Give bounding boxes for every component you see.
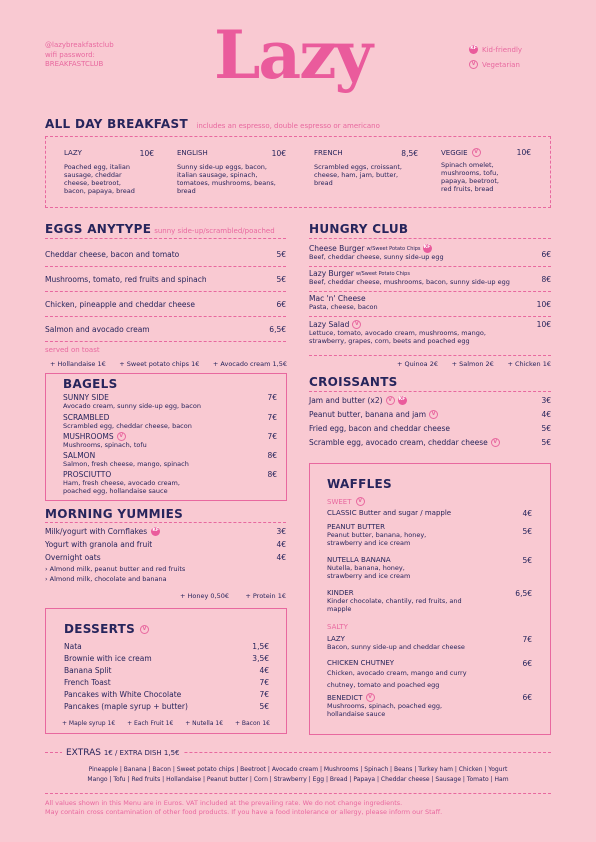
item-name: CLASSIC [327,509,357,517]
waffle-item [327,589,532,623]
footer [45,799,442,816]
item-suffix: w/Sweet Potato Chips [355,270,410,277]
item-desc: Kinder chocolate, chantily, red fruits, and mapple [327,597,462,613]
sweet-list [327,509,532,623]
desserts-title [64,622,149,636]
divider [45,522,286,523]
item-price: 8€ [267,470,277,479]
divider [309,391,551,392]
morning-item [45,551,286,564]
section-heading: EGGS ANYTYPE [45,222,152,236]
item-name: Milk/yogurt with Cornflakes [45,527,148,536]
kid-friendly-icon: KF [469,45,478,54]
item-price: 7€ [267,413,277,422]
item-name: SCRAMBLED [63,413,110,422]
extras-title [62,748,183,758]
item-name: Nata [64,642,82,651]
item-price: 6,5€ [515,589,532,598]
item-name: SUNNY SIDE [63,393,109,402]
salty-list [327,635,532,718]
item-price: 3,5€ [252,654,269,663]
extra-option: + Bacon 1€ [234,720,270,727]
extra-option: + Protein 1€ [245,592,286,600]
waffle-item [327,556,532,589]
item-price: 3€ [276,527,286,536]
waffle-item [327,509,532,523]
legend-vegetarian [469,57,522,72]
item-price: 10€ [271,149,286,158]
egg-row [45,300,286,309]
item-price: 10€ [536,300,551,309]
morning-title: MORNING YUMMIES [45,507,184,521]
item-price: 5€ [522,527,532,536]
item-name: Yogurt with granola and fruit [45,540,153,549]
vegetarian-icon: V [352,320,361,329]
section-note: sunny side-up/scrambled/poached [154,227,275,235]
item-name: Overnight oats [45,553,101,562]
item-price: 5€ [276,250,286,259]
item-desc: Mushrooms, spinach, poached egg, hollandaise sauce [327,702,443,718]
item-price: 7€ [259,690,269,699]
item-desc: Mushrooms, spinach, tofu [63,441,147,449]
item-desc: Salmon, fresh cheese, mango, spinach [63,460,189,468]
vegetarian-icon: V [366,693,375,702]
item-name: SALMON [63,451,96,460]
item-price: 5€ [541,437,551,447]
legend-label: Vegetarian [482,60,520,69]
item-name: Jam and butter (x2) [309,396,383,405]
item-name: Brownie with ice cream [64,654,152,663]
item-name: PEANUT BUTTER [327,523,385,531]
item-price: 6€ [541,250,551,259]
item-name: Cheddar cheese, bacon and tomato [45,250,180,259]
item-suffix: w/Sweet Potato Chips [366,245,421,252]
footer-line: All values shown in this Menu are in Euros. VAT included at the prevailing rate. We do not change ingredients. [45,799,403,807]
extras-line: Mango | Tofu | Red fruits | Hollandaise | Peanut butter | Corn | Strawberry | Egg | Bread | Papaya | Cheddar cheese | Sausage | Tomato | Ham [87,776,509,783]
item-price: 7€ [522,635,532,644]
vegetarian-icon: V [386,396,395,405]
item-name: BENEDICT [327,693,363,702]
all-day-item [64,149,154,195]
divider [309,266,551,267]
item-price: 3€ [541,396,551,405]
vegetarian-icon: V [356,497,365,506]
item-price: 7€ [267,393,277,402]
divider [45,316,286,317]
all-day-item [441,148,531,193]
morning-extras [180,592,286,600]
item-name: Banana Split [64,666,112,675]
eggs-title [45,222,275,236]
item-desc: Avocado cream, sunny side-up egg, bacon [63,402,201,410]
item-desc: Butter and sugar / mapple [358,509,452,517]
item-desc: Nutella, banana, honey, strawberry and ice cream [327,564,411,580]
item-name: Fried egg, bacon and cheddar cheese [309,423,451,433]
kid-friendly-icon: KF [398,396,407,405]
dessert-item [64,678,269,690]
all-day-title [45,117,380,131]
extra-option: + Hollandaise 1€ [50,360,106,368]
item-name: NUTELLA BANANA [327,556,391,564]
served-note: served on toast [45,346,100,354]
item-price: 8€ [541,275,551,284]
divider [309,291,551,292]
item-price: 10€ [536,320,551,329]
extra-option: + Sweet potato chips 1€ [119,360,200,368]
morning-item [45,538,286,551]
item-price: 6€ [522,693,532,702]
item-desc: Spinach omelet, mushrooms, tofu, papaya, beetroot, red fruits, bread [441,161,499,193]
item-name: Lazy Burger [309,269,354,278]
salty-label: SALTY [327,623,348,631]
item-name: Pancakes (maple syrup + butter) [64,702,188,711]
croissant-item [309,421,551,435]
section-heading: DESSERTS [64,622,136,636]
item-price: 1,5€ [252,642,269,651]
croissant-item [309,394,551,407]
extra-option: + Each Fruit 1€ [127,720,174,727]
dessert-item [64,690,269,702]
vegetarian-icon: V [491,438,500,447]
extra-option: + Chicken 1€ [507,360,551,368]
all-day-item [177,149,286,195]
item-desc: Bacon, sunny side-up and cheddar cheese [327,643,465,651]
item-price: 8,5€ [401,149,418,158]
footer-line: May contain cross contamination of other food products. If you have a food intolerance or allergy, please inform our Staff. [45,807,443,816]
item-desc: Beef, cheddar cheese, mushrooms, bacon, sunny side-up egg [309,278,510,286]
hungry-title: HUNGRY CLUB [309,222,409,236]
waffle-item [327,693,532,718]
item-name: PROSCIUTTO [63,470,112,479]
extra-option: + Avocado cream 1,5€ [212,360,287,368]
item-desc: Ham, fresh cheese, avocado cream, poached egg, hollandaise sauce [63,479,180,495]
item-name: Peanut butter, banana and jam [309,409,427,419]
extra-option: + Quinoa 2€ [397,360,438,368]
dessert-extras [62,720,270,727]
desserts-list [64,642,269,714]
item-name: French Toast [64,678,111,687]
egg-row [45,275,286,284]
item-desc: Peanut butter, banana, honey, strawberry and ice cream [327,531,427,547]
divider [309,316,551,317]
item-name: LAZY [64,149,82,157]
item-price: 4€ [522,509,532,518]
croissants-title: CROISSANTS [309,375,398,389]
kid-friendly-icon: KF [151,527,160,536]
divider [45,291,286,292]
item-name: LAZY [327,635,345,643]
waffles-title: WAFFLES [327,477,392,491]
waffle-item [327,523,532,556]
croissant-item [309,435,551,449]
item-price: 4€ [541,409,551,419]
hungry-item [309,269,551,286]
item-price: 10€ [139,149,154,158]
divider [309,238,551,239]
item-name: Salmon and avocado cream [45,325,150,334]
vegetarian-icon: V [469,60,478,69]
item-price: 5€ [276,275,286,284]
header-info [45,41,114,70]
egg-extras [50,360,287,368]
item-desc: Beef, cheddar cheese, sunny side-up egg [309,253,444,261]
all-day-item [314,149,418,187]
item-desc: Sunny side-up eggs, bacon, italian sausage, spinach, tomatoes, mushrooms, beans, bread [177,163,276,195]
oats-option: › Almond milk, chocolate and banana [45,575,167,583]
extra-option: + Honey 0,50€ [180,592,230,600]
item-desc: Scrambled eggs, croissant, cheese, ham, jam, butter, bread [314,163,402,187]
item-price: 8€ [267,451,277,460]
section-heading: EXTRAS [66,748,101,758]
extra-option: + Salmon 2€ [451,360,494,368]
item-name: MUSHROOMS [63,432,114,441]
item-price: 4€ [259,666,269,675]
wifi-label: wifi password: [45,50,95,59]
divider [45,238,286,239]
item-name: Chicken, pineapple and cheddar cheese [45,300,196,309]
wifi-password: BREAKFASTCLUB [45,60,104,68]
item-price: 7€ [267,432,277,441]
item-price: 6€ [276,300,286,309]
waffle-item [327,635,532,659]
section-heading: ALL DAY BREAKFAST [45,117,188,131]
vegetarian-icon: V [140,625,149,634]
bagel-item [63,470,277,495]
extra-option: + Nutella 1€ [185,720,224,727]
croissants-list [309,394,551,449]
item-desc: Poached egg, italian sausage, cheddar cheese, beetroot, bacon, papaya, bread [64,163,135,195]
hungry-item [309,244,551,261]
hungry-extras [397,360,551,368]
hungry-item [309,320,551,345]
dessert-item [64,702,269,714]
item-price: 4€ [276,540,286,549]
divider [309,355,551,356]
item-name: Pancakes with White Chocolate [64,690,182,699]
sweet-label [327,497,365,506]
egg-row [45,250,286,259]
item-desc: Lettuce, tomato, avocado cream, mushrooms, mango, strawberry, grapes, corn, beets and poached egg [309,329,486,345]
item-name: Mushrooms, tomato, red fruits and spinach [45,275,207,284]
morning-list [45,525,286,584]
egg-row [45,325,286,334]
item-price: 4€ [276,553,286,562]
waffle-item [327,659,532,693]
bagel-item [63,451,277,470]
extras-line: Pineapple | Banana | Bacon | Sweet potato chips | Beetroot | Avocado cream | Mushrooms | Spinach | Beans | Turkey ham | Chicken | Yogurt [88,766,508,773]
dessert-item [64,654,269,666]
dessert-item [64,642,269,654]
item-name: VEGGIE [441,148,468,157]
item-price: 6,5€ [269,325,286,334]
item-name: CHICKEN CHUTNEY [327,659,395,667]
kid-friendly-icon: KF [423,244,432,253]
section-note: includes an espresso, double espresso or americano [196,122,380,130]
hungry-item [309,294,551,311]
item-price: 5€ [522,556,532,565]
vegetarian-icon: V [429,410,438,419]
logo: Lazy [214,16,371,94]
bagel-item [63,432,277,451]
divider [45,341,286,342]
vegetarian-icon: V [117,432,126,441]
item-name: Cheese Burger [309,244,365,253]
item-price: 6€ [522,659,532,668]
item-name: Scramble egg, avocado cream, cheddar cheese [309,437,488,447]
croissant-item [309,407,551,421]
item-desc: Chicken, avocado cream, mango and curry chutney, tomato and poached egg [327,669,467,689]
item-price: 10€ [516,148,531,157]
item-name: Lazy Salad [309,320,350,329]
dessert-item [64,666,269,678]
morning-item [45,525,286,538]
extras-list [45,765,551,785]
item-desc: Pasta, cheese, bacon [309,303,378,311]
vegetarian-icon: V [472,148,481,157]
extras-prices: 1€ / EXTRA DISH 1,5€ [103,749,180,757]
item-desc: Scrambled egg, cheddar cheese, bacon [63,422,192,430]
bagels-title: BAGELS [63,377,118,391]
legend-kid-friendly [469,42,522,57]
extra-option: + Maple syrup 1€ [62,720,116,727]
oats-option: › Almond milk, peanut butter and red fruits [45,565,186,573]
divider [45,266,286,267]
item-name: KINDER [327,589,354,597]
legend [469,42,522,72]
item-price: 5€ [541,423,551,433]
instagram-handle: @lazybreakfastclub [45,41,114,49]
item-name: ENGLISH [177,149,208,157]
legend-label: Kid-friendly [482,45,523,54]
bagels-list [63,393,277,495]
item-name: FRENCH [314,149,343,157]
bagel-item [63,393,277,413]
bagel-item [63,413,277,432]
item-price: 5€ [259,702,269,711]
group-label: SWEET [327,497,352,506]
item-name: Mac 'n' Cheese [309,294,366,303]
item-price: 7€ [259,678,269,687]
